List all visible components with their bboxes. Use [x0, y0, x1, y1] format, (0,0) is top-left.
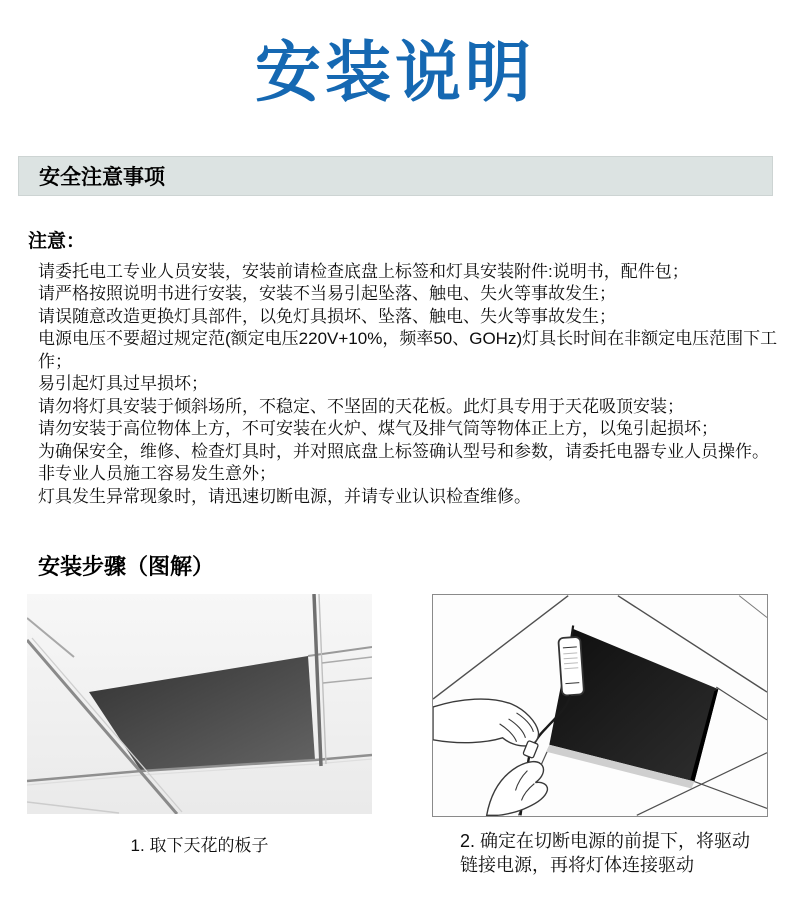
safety-section-header-bar	[18, 156, 773, 196]
driver-connection-illustration	[433, 595, 767, 816]
steps-row	[0, 594, 790, 877]
safety-notes-list	[38, 261, 778, 509]
ceiling-grid-removed-panel-illustration	[27, 594, 372, 814]
note-label: 注意：	[28, 230, 86, 252]
safety-note-item: 请勿将灯具安装于倾斜场所，不稳定、不坚固的天花板。此灯具专用于天花吸顶安装；	[38, 396, 684, 416]
step-1	[27, 594, 372, 856]
safety-note-item: 灯具发生异常现象时，请迅速切断电源，并请专业认识检查维修。	[38, 486, 531, 506]
step-1-caption: 1. 取下天花的板子	[130, 836, 269, 856]
safety-note-item: 请委托电工专业人员安装，安装前请检查底盘上标签和灯具安装附件:说明书，配件包；	[38, 261, 689, 281]
safety-note-item: 请严格按照说明书进行安装，安装不当易引起坠落、触电、失火等事故发生；	[38, 284, 616, 304]
safety-note-item: 电源电压不要超过规定范(额定电压220V+10%，频率50、GOHz)灯具长时间在非额定电压范围下工作；	[38, 329, 778, 371]
safety-note-item: 请误随意改造更换灯具部件，以免灯具损坏、坠落、触电、失火等事故发生；	[38, 306, 616, 326]
step-2-caption: 2. 确定在切断电源的前提下，将驱动链接电源，再将灯体连接驱动	[460, 831, 751, 875]
steps-heading: 安装步骤（图解）	[38, 554, 215, 580]
safety-section-title: 安全注意事项	[39, 165, 165, 189]
safety-note-item: 请勿安装于高位物体上方，不可安装在火炉、煤气及排气筒等物体正上方，以兔引起损坏；	[38, 419, 718, 439]
safety-note-item: 易引起灯具过早损坏；	[38, 374, 208, 394]
page-title: 安装说明	[255, 35, 535, 109]
step-2	[432, 594, 768, 877]
step-1-illustration	[27, 594, 372, 814]
step-2-illustration	[432, 594, 768, 817]
safety-note-item: 为确保安全，维修、检查灯具时，并对照底盘上标签确认型号和参数，请委托电器专业人员操作。非专业人员施工容易发生意外；	[38, 441, 769, 484]
led-driver-box	[558, 637, 584, 696]
